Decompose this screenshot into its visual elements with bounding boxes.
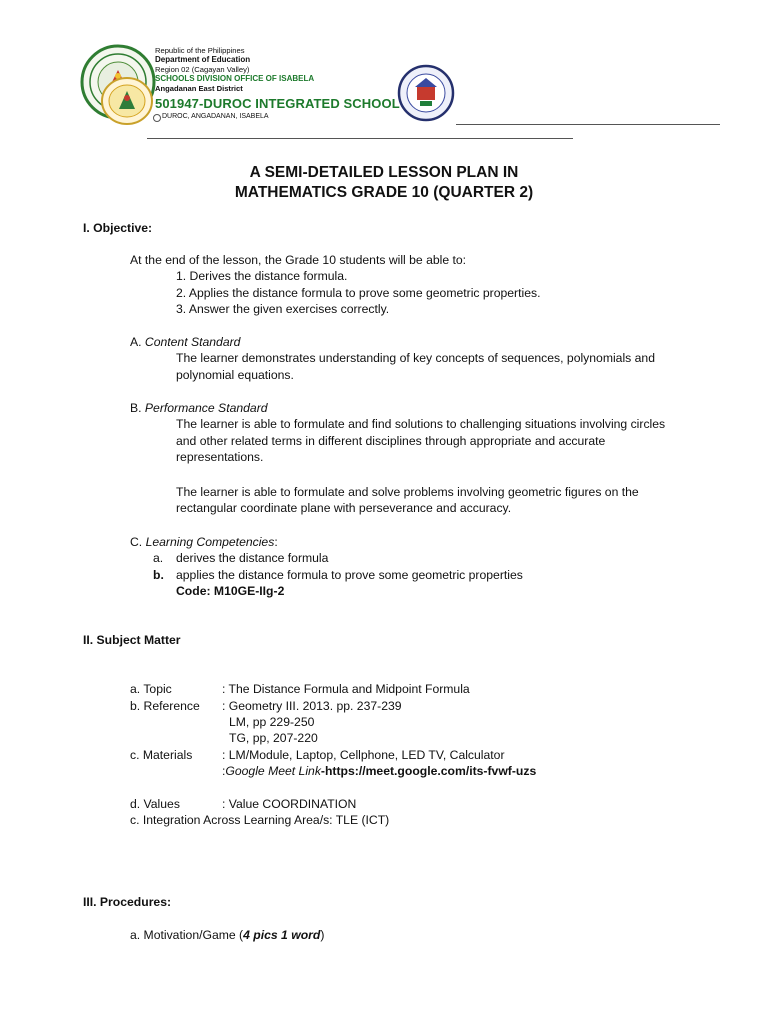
division-seal-logo <box>100 76 154 126</box>
header-address: DUROC, ANGADANAN, ISABELA <box>162 113 269 120</box>
motivation-line <box>130 927 324 944</box>
motivation-game: 4 pics 1 word <box>243 928 321 942</box>
values-value: : Value COORDINATION <box>222 797 357 811</box>
materials-value: : LM/Module, Laptop, Cellphone, LED TV, Calculator <box>222 748 505 762</box>
procedures-heading: III. Procedures: <box>83 895 172 909</box>
header-rule-left <box>147 138 573 139</box>
topic-value: : The Distance Formula and Midpoint Formula <box>222 682 470 696</box>
content-standard-text: The learner demonstrates understanding of key concepts of sequences, polynomials and <box>176 351 655 365</box>
objective-item: 3. Answer the given exercises correctly. <box>176 302 390 316</box>
reference-label: b. Reference <box>130 699 200 713</box>
performance-standard-text: The learner is able to formulate and find solutions to challenging situations involving circles <box>176 417 666 431</box>
materials-label: c. Materials <box>130 748 193 762</box>
topic-label: a. Topic <box>130 682 172 696</box>
meet-link-colon: : <box>222 764 226 778</box>
objective-item: 1. Derives the distance formula. <box>176 269 348 283</box>
header-division: SCHOOLS DIVISION OFFICE OF ISABELA <box>155 74 315 83</box>
content-standard-heading <box>130 334 240 351</box>
motivation-prefix: a. Motivation/Game ( <box>130 928 244 942</box>
header-rule-right <box>456 124 720 125</box>
location-pin-icon <box>153 114 161 122</box>
values-label: d. Values <box>130 797 180 811</box>
competency-marker: b. <box>153 568 164 582</box>
subject-matter-heading: II. Subject Matter <box>83 633 181 647</box>
competency-marker: a. <box>153 551 164 565</box>
reference-lm: LM, pp 229-250 <box>229 715 315 729</box>
performance-standard-heading <box>130 400 268 417</box>
integration-line: c. Integration Across Learning Area/s: TLE (ICT) <box>130 813 390 827</box>
content-standard-text: polynomial equations. <box>176 368 294 382</box>
competency-item: applies the distance formula to prove some geometric properties <box>176 568 523 582</box>
performance-standard-prefix: B. <box>130 401 142 415</box>
performance-standard-text: and other related terms in different disciplines through appropriate and accurate <box>176 434 606 448</box>
objective-item: 2. Applies the distance formula to prove some geometric properties. <box>176 286 541 300</box>
performance-standard-label: Performance Standard <box>144 401 268 415</box>
competencies-heading <box>130 534 278 551</box>
header-district: Angadanan East District <box>155 84 243 93</box>
motivation-suffix: ) <box>320 928 325 942</box>
meet-link-label: Google Meet Link <box>225 764 321 778</box>
school-logo <box>397 64 455 122</box>
header-republic: Republic of the Philippines <box>155 46 245 55</box>
performance-standard-text: representations. <box>176 450 264 464</box>
content-standard-label: Content Standard <box>144 335 241 349</box>
competency-code: Code: M10GE-IIg-2 <box>176 584 285 598</box>
competencies-prefix: C. <box>130 535 143 549</box>
header-region: Region 02 (Cagayan Valley) <box>155 65 250 74</box>
meet-link-url[interactable]: -https://meet.google.com/its-fvwf-uzs <box>320 764 537 778</box>
objective-intro: At the end of the lesson, the Grade 10 students will be able to: <box>130 253 467 267</box>
competencies-colon: : <box>274 535 278 549</box>
content-standard-prefix: A. <box>130 335 142 349</box>
lesson-plan-title-line2: MATHEMATICS GRADE 10 (QUARTER 2) <box>234 184 534 201</box>
lesson-plan-title-line1: A SEMI-DETAILED LESSON PLAN IN <box>249 164 519 181</box>
objective-heading: I. Objective: <box>83 221 153 235</box>
competency-item: derives the distance formula <box>176 551 329 565</box>
reference-tg: TG, pp, 207-220 <box>229 731 318 745</box>
header-department: Department of Education <box>155 55 251 64</box>
performance-standard-text: The learner is able to formulate and solve problems involving geometric figures on the <box>176 485 639 499</box>
performance-standard-text: rectangular coordinate plane with perseverance and accuracy. <box>176 501 512 515</box>
meet-link-line <box>222 763 536 780</box>
competencies-label: Learning Competencies <box>145 535 275 549</box>
header-school-name: 501947-DUROC INTEGRATED SCHOOL <box>155 96 400 111</box>
reference-value: : Geometry III. 2013. pp. 237-239 <box>222 699 402 713</box>
